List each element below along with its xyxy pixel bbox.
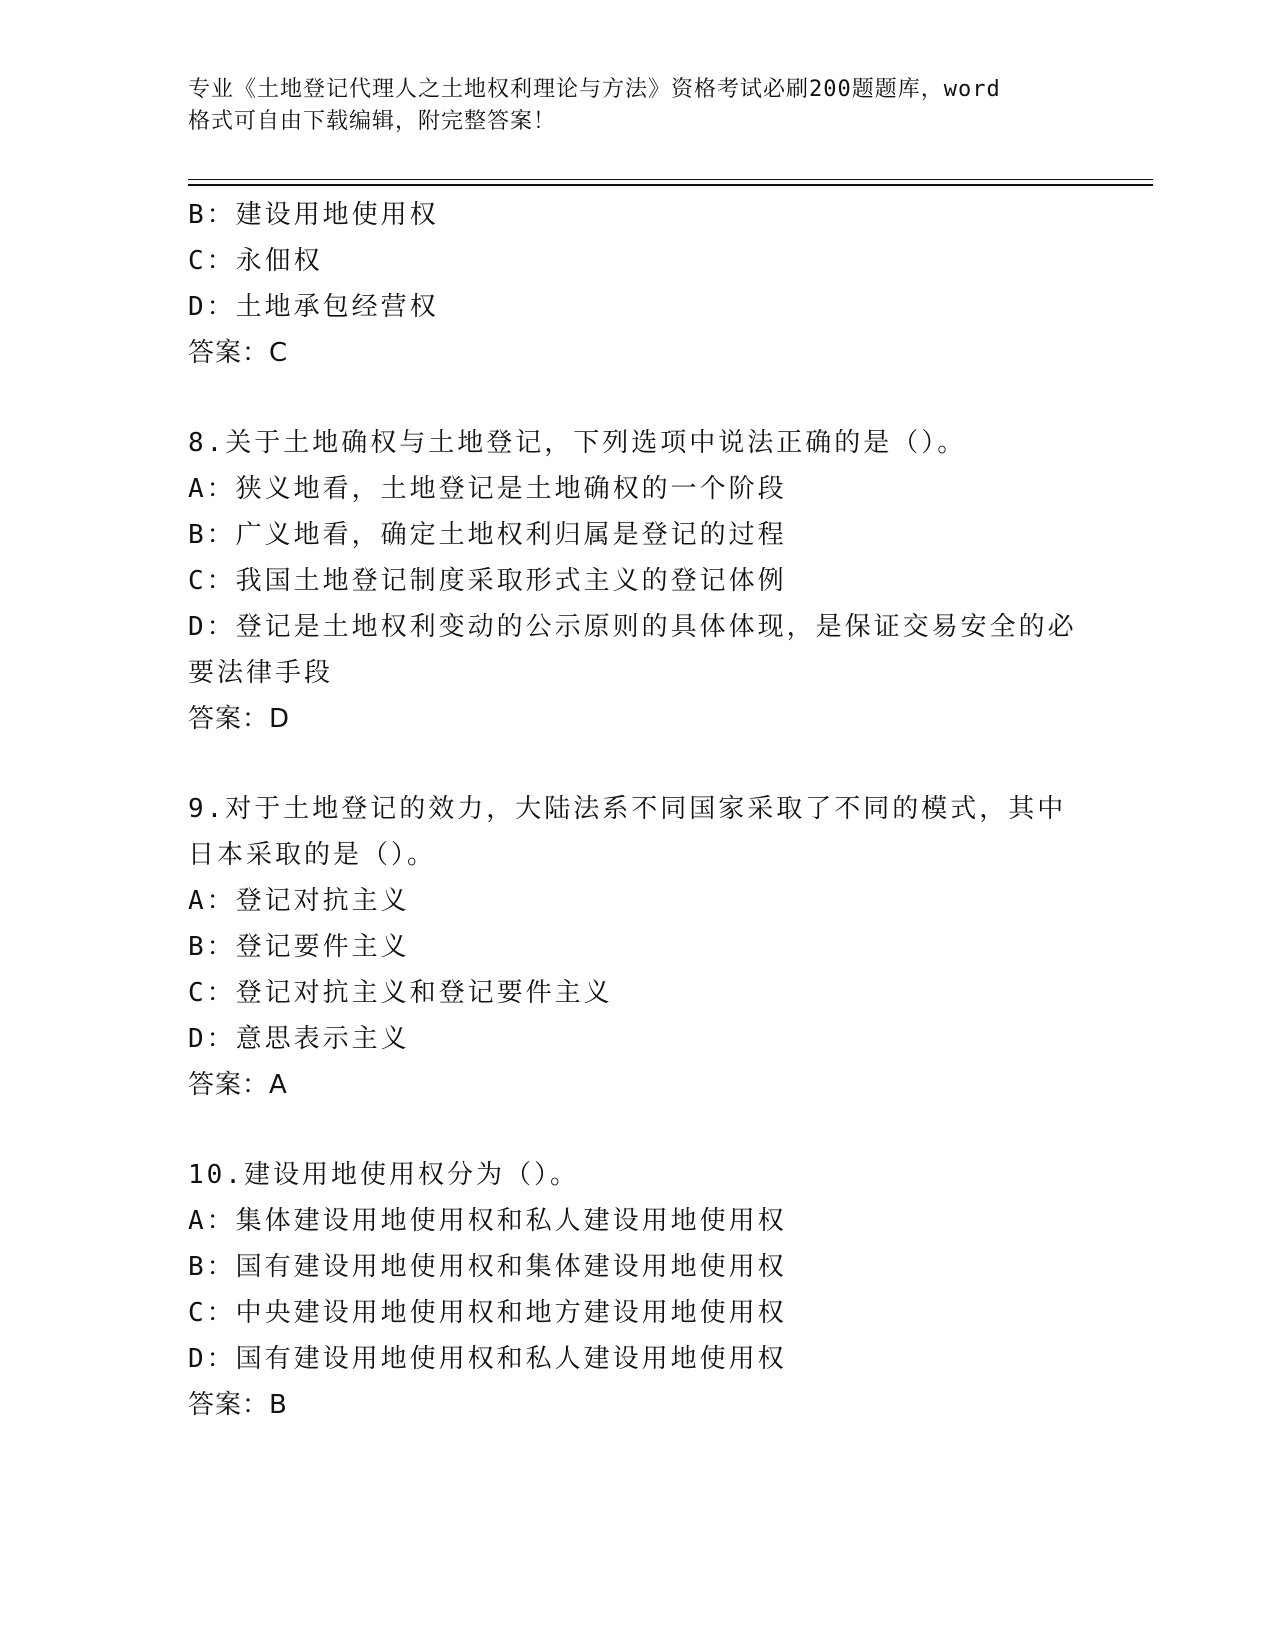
option-c: C：登记对抗主义和登记要件主义 [188, 978, 613, 1008]
question-stem: 9.对于土地登记的效力，大陆法系不同国家采取了不同的模式，其中 [188, 794, 1067, 824]
question-7-tail [188, 192, 1088, 376]
answer-line: 答案：A [188, 1070, 288, 1100]
question-stem-continued: 日本采取的是（）。 [188, 840, 437, 870]
header-divider-thick [188, 184, 1153, 186]
question-spacer [188, 376, 1088, 420]
header-title-line-1: 专业《土地登记代理人之土地权利理论与方法》资格考试必刷200题题库，word [188, 77, 1001, 102]
question-spacer [188, 1108, 1088, 1152]
option-c: C：我国土地登记制度采取形式主义的登记体例 [188, 566, 787, 596]
option-d: D：国有建设用地使用权和私人建设用地使用权 [188, 1344, 787, 1374]
option-d: D：登记是土地权利变动的公示原则的具体体现，是保证交易安全的必 [188, 612, 1077, 642]
answer-line: 答案：B [188, 1390, 288, 1420]
option-a: A：登记对抗主义 [188, 886, 410, 916]
option-a: A：集体建设用地使用权和私人建设用地使用权 [188, 1206, 787, 1236]
option-d: D：意思表示主义 [188, 1024, 410, 1054]
answer-line: 答案：C [188, 338, 289, 368]
question-9 [188, 786, 1088, 1108]
option-a: A：狭义地看，土地登记是土地确权的一个阶段 [188, 474, 787, 504]
question-10 [188, 1152, 1088, 1428]
question-stem: 8.关于土地确权与土地登记，下列选项中说法正确的是（）。 [188, 428, 967, 458]
option-c: C：永佃权 [188, 246, 323, 276]
document-header [188, 74, 1068, 138]
header-divider-thin [188, 179, 1153, 180]
option-c: C：中央建设用地使用权和地方建设用地使用权 [188, 1298, 787, 1328]
question-spacer [188, 742, 1088, 786]
option-d: D：土地承包经营权 [188, 292, 439, 322]
option-b: B：广义地看，确定土地权利归属是登记的过程 [188, 520, 787, 550]
option-b: B：建设用地使用权 [188, 200, 439, 230]
question-list [188, 192, 1088, 1428]
question-stem: 10.建设用地使用权分为（）。 [188, 1160, 579, 1190]
question-8 [188, 420, 1088, 742]
option-d-continued: 要法律手段 [188, 658, 334, 688]
option-b: B：登记要件主义 [188, 932, 410, 962]
option-b: B：国有建设用地使用权和集体建设用地使用权 [188, 1252, 787, 1282]
answer-line: 答案：D [188, 704, 291, 734]
header-title-line-2: 格式可自由下载编辑，附完整答案！ [188, 109, 557, 134]
